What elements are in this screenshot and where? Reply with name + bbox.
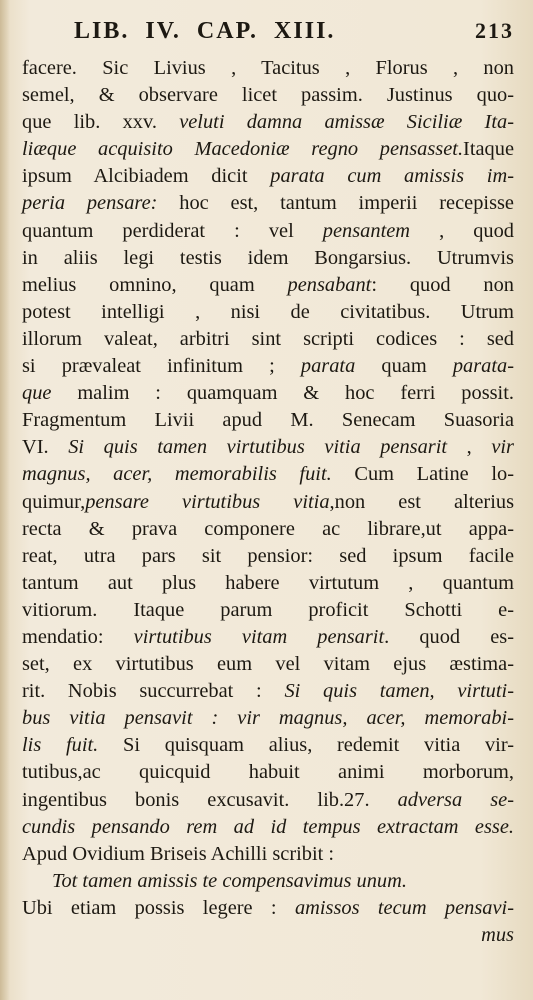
text-line — [22, 543, 514, 570]
text-line — [22, 678, 514, 705]
roman-text: melius omnino, quam — [22, 273, 288, 296]
text-line — [22, 163, 514, 190]
roman-text: semel, & observare licet passim. Justinus quo- — [22, 84, 514, 107]
italic-text: pensare virtutibus vitia — [85, 490, 330, 513]
body-text — [22, 55, 514, 949]
roman-text: Fragmentum Livii apud M. Senecam Suasoria — [22, 409, 514, 432]
roman-text: ,non est alterius — [329, 490, 515, 513]
text-line — [22, 461, 514, 488]
text-line — [22, 624, 514, 651]
text-line — [22, 651, 514, 678]
roman-text: tutibus,ac quicquid habuit animi morborum, — [22, 761, 514, 784]
text-line — [22, 136, 514, 163]
roman-text: malim : quamquam & hoc ferri possit. — [51, 382, 514, 405]
text-line — [22, 814, 514, 841]
text-line — [22, 190, 514, 217]
roman-text: quam — [355, 355, 453, 378]
roman-text: hoc est, tantum imperii recepisse — [157, 192, 514, 215]
text-line — [22, 380, 514, 407]
italic-text: bus vitia pensavit : vir magnus, acer, memorabi- — [22, 707, 514, 730]
italic-text: parata — [300, 355, 356, 378]
text-line — [22, 759, 514, 786]
text-line — [22, 597, 514, 624]
italic-text: Si quis tamen, virtuti- — [284, 680, 514, 703]
roman-text: quimur, — [22, 490, 86, 513]
text-line — [22, 732, 514, 759]
italic-text: pensabant — [287, 273, 372, 296]
roman-text: potest intelligi , nisi de civitatibus. Utrum — [22, 300, 514, 323]
roman-text: Cum Latine lo- — [331, 463, 514, 486]
italic-text: liæque acquisito Macedoniæ regno pensasset. — [22, 138, 464, 161]
text-line — [22, 109, 514, 136]
roman-text: in aliis legi testis idem Bongarsius. Utrumvis — [22, 246, 514, 269]
text-line — [22, 218, 514, 245]
roman-text: si prævaleat infinitum ; — [22, 355, 301, 378]
page-gutter-shadow — [0, 0, 10, 1000]
roman-text: ingentibus bonis excusavit. lib.27. — [22, 788, 398, 811]
text-line — [22, 787, 514, 814]
italic-text: que — [22, 382, 52, 405]
roman-text: rit. Nobis succurrebat : — [22, 680, 285, 703]
page-number: 213 — [475, 18, 514, 43]
catchword — [22, 922, 514, 949]
roman-text: : quod non — [371, 273, 514, 296]
roman-text: reat, utra pars sit pensior: sed ipsum facile — [22, 544, 514, 567]
roman-text: illorum valeat, arbitri sint scripti codices : sed — [22, 327, 514, 350]
text-line — [22, 516, 514, 543]
roman-text: facere. Sic Livius , Tacitus , Florus , non — [22, 57, 514, 79]
italic-text: cundis pensando rem ad id tempus extractam esse. — [22, 815, 514, 838]
italic-text: mus — [481, 924, 514, 946]
roman-text: que lib. xxv. — [22, 111, 180, 134]
text-line — [22, 353, 514, 380]
italic-text: peria pensare: — [22, 192, 158, 215]
text-line — [22, 489, 514, 516]
italic-text: pensantem — [322, 219, 411, 242]
roman-text: , quod — [410, 219, 514, 242]
text-line — [22, 895, 514, 922]
text-line — [22, 55, 514, 82]
italic-text: amissos tecum pensavi- — [294, 896, 514, 919]
text-line — [22, 841, 514, 868]
italic-text: magnus, acer, memorabilis fuit. — [22, 463, 332, 486]
roman-text: vitiorum. Itaque parum proficit Schotti e- — [22, 598, 514, 621]
italic-text: adversa se- — [397, 788, 515, 811]
roman-text: set, ex virtutibus eum vel vitam ejus æstima- — [22, 653, 514, 676]
roman-text: . quod es- — [384, 625, 514, 648]
roman-text: quantum perdiderat : vel — [22, 219, 323, 242]
roman-text: Apud Ovidium Briseis Achilli scribit : — [22, 842, 335, 865]
roman-text: tantum aut plus habere virtutum , quantum — [22, 571, 514, 594]
roman-text: Si quisquam alius, redemit vitia vir- — [98, 734, 514, 757]
italic-text: lis fuit. — [22, 734, 99, 757]
italic-text: vir — [491, 436, 514, 459]
roman-text: , — [447, 436, 492, 459]
italic-text: parata cum amissis im- — [270, 165, 514, 188]
roman-text: VI. — [22, 436, 69, 459]
text-line — [22, 326, 514, 353]
text-line — [22, 82, 514, 109]
text-line — [22, 434, 514, 461]
roman-text: Ubi etiam possis legere : — [22, 896, 295, 919]
roman-text: ipsum Alcibiadem dicit — [22, 165, 271, 188]
italic-text: Si quis tamen virtutibus vitia pensarit — [68, 436, 448, 459]
text-line — [22, 868, 514, 895]
text-line — [22, 407, 514, 434]
italic-text: virtutibus vitam pensarit — [133, 625, 385, 648]
text-line — [22, 272, 514, 299]
italic-text: Tot tamen amissis te compensavimus unum. — [52, 869, 407, 892]
roman-text: mendatio: — [22, 625, 134, 648]
running-head: LIB. IV. CAP. XIII. — [74, 18, 336, 44]
text-line — [22, 570, 514, 597]
text-line — [22, 299, 514, 326]
text-line — [22, 245, 514, 272]
roman-text: Itaque — [463, 138, 514, 161]
italic-text: parata- — [452, 355, 514, 378]
italic-text: veluti damna amissæ Siciliæ Ita- — [179, 111, 514, 134]
page-header — [74, 18, 514, 52]
roman-text: recta & prava componere ac librare,ut appa- — [22, 517, 514, 540]
text-line — [22, 705, 514, 732]
